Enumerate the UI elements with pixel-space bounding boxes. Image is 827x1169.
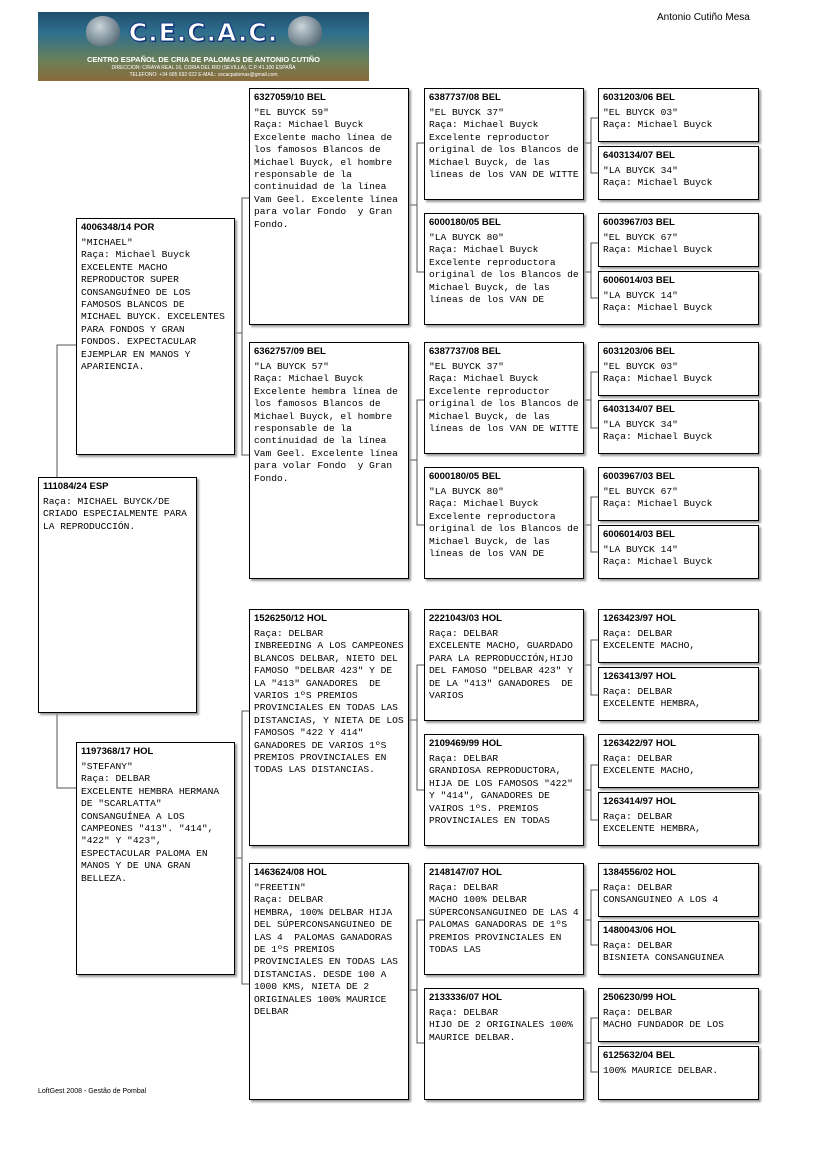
ring-code: 6031203/06 BEL <box>603 346 675 357</box>
ancestor-box <box>598 667 759 721</box>
ring-code: 2506230/99 HOL <box>603 992 676 1003</box>
ring-code: 6327059/10 BEL <box>254 92 326 103</box>
ring-code: 6006014/03 BEL <box>603 529 675 540</box>
ring-code: 1526250/12 HOL <box>254 613 327 624</box>
ancestor-box <box>598 213 759 267</box>
description: "EL BUYCK 37" Raça: Michael Buyck Excelente reproductor original de los Blancos de Michael Buyck, de las líneas de los VAN DE WITTE <box>429 361 579 435</box>
description: Raça: DELBAR INBREEDING A LOS CAMPEONES BLANCOS DELBAR, NIETO DEL FAMOSO "DELBAR 423" Y DE LA "413" GANADORES DE VARIOS 1ºS PREMIOS PROVINCIALES EN TODAS LAS DISTANCIAS, Y NIETA DE LOS FAMOSOS "422 Y 414" GANADORES DE VARIOS 1ºS PREMIOS PROVINCIALES EN TODAS LAS DISTANCIAS. <box>254 628 404 776</box>
author-name: Antonio Cutiño Mesa <box>657 12 750 23</box>
ring-code: 6362757/09 BEL <box>254 346 326 357</box>
description: Raça: DELBAR EXCELENTE HEMBRA, <box>603 811 701 835</box>
sire-description: "MICHAEL" Raça: Michael Buyck EXCELENTE MACHO REPRODUCTOR SUPER CONSANGUÍNEO DE LOS FAMOSOS BLANCOS DE MICHAEL BUYCK. EXCELENTES PARA FONDOS Y GRAN FONDOS. EXPECTACULAR EJEMPLAR EN MANOS Y APARIENCIA. <box>81 237 225 373</box>
ring-code: 1263423/97 HOL <box>603 613 676 624</box>
ancestor-box <box>598 88 759 142</box>
ancestor-box <box>598 792 759 846</box>
ancestor-box <box>598 1046 759 1100</box>
grandparent-box <box>249 342 409 579</box>
description: "LA BUYCK 80" Raça: Michael Buyck Excelente reproductora original de los Blancos de Michael Buyck, de las líneas de los VAN DE <box>429 486 579 560</box>
great-grandparent-box <box>424 609 584 721</box>
description: "LA BUYCK 34" Raça: Michael Buyck <box>603 165 713 189</box>
ancestor-box <box>598 342 759 396</box>
description: "EL BUYCK 03" Raça: Michael Buyck <box>603 107 713 131</box>
ring-code: 6387737/08 BEL <box>429 346 501 357</box>
subject-description: Raça: MICHAEL BUYCK/DE CRIADO ESPECIALMENTE PARA LA REPRODUCCIÓN. <box>43 496 193 532</box>
ring-code: 6000180/05 BEL <box>429 217 501 228</box>
ancestor-box <box>598 734 759 788</box>
ring-code: 6403134/07 BEL <box>603 404 675 415</box>
sire-box <box>76 218 235 455</box>
ring-code: 2109469/99 HOL <box>429 738 502 749</box>
dam-ring-code: 1197368/17 HOL <box>81 746 154 757</box>
description: "LA BUYCK 34" Raça: Michael Buyck <box>603 419 713 443</box>
ancestor-box <box>598 146 759 200</box>
description: Raça: DELBAR EXCELENTE HEMBRA, <box>603 686 701 710</box>
logo-address: DIRECCION: C/RAYA REAL 16, CORIA DEL RIO (SEVILLA), C.P.:41.100 ESPAÑA <box>111 65 296 71</box>
description: Raça: DELBAR MACHO 100% DELBAR SÚPERCONSANGUINEO DE LAS 4 PALOMAS GANADORAS DE 1ºS PREMIOS PROVINCIALES EN TODAS LAS <box>429 882 579 956</box>
sire-ring-code: 4006348/14 POR <box>81 222 155 233</box>
ancestor-box <box>598 863 759 917</box>
description: "EL BUYCK 59" Raça: Michael Buyck Excelente macho línea de los famosos Blancos de Michael Buyck, el hombre responsable de la continuidad de la línea Vam Geel. Excelente línea para volar Fondo y Gran Fondo. <box>254 107 398 230</box>
ancestor-box <box>598 271 759 325</box>
subject-box <box>38 477 197 713</box>
description: "LA BUYCK 14" Raça: Michael Buyck <box>603 290 713 314</box>
great-grandparent-box <box>424 988 584 1100</box>
description: "EL BUYCK 03" Raça: Michael Buyck <box>603 361 713 385</box>
ring-code: 6387737/08 BEL <box>429 92 501 103</box>
description: "LA BUYCK 80" Raça: Michael Buyck Excelente reproductora original de los Blancos de Michael Buyck, de las líneas de los VAN DE <box>429 232 579 306</box>
grandparent-box <box>249 88 409 325</box>
description: Raça: DELBAR EXCELENTE MACHO, GUARDADO PARA LA REPRODUCCIÓN,HIJO DEL FAMOSO "DELBAR 423" Y DE LA "413" GANADORES DE VARIOS <box>429 628 573 702</box>
ring-code: 6003967/03 BEL <box>603 471 675 482</box>
ring-code: 1463624/08 HOL <box>254 867 327 878</box>
great-grandparent-box <box>424 467 584 579</box>
description: "LA BUYCK 14" Raça: Michael Buyck <box>603 544 713 568</box>
ancestor-box <box>598 988 759 1042</box>
ring-code: 6006014/03 BEL <box>603 275 675 286</box>
great-grandparent-box <box>424 863 584 975</box>
ring-code: 1384556/02 HOL <box>603 867 676 878</box>
grandparent-box <box>249 609 409 846</box>
description: "EL BUYCK 37" Raça: Michael Buyck Excelente reproductor original de los Blancos de Michael Buyck, de las líneas de los VAN DE WITTE <box>429 107 579 181</box>
ring-code: 6031203/06 BEL <box>603 92 675 103</box>
description: "EL BUYCK 67" Raça: Michael Buyck <box>603 486 713 510</box>
ring-code: 6403134/07 BEL <box>603 150 675 161</box>
ring-code: 1480043/06 HOL <box>603 925 676 936</box>
subject-ring-code: 111084/24 ESP <box>43 481 109 492</box>
ancestor-box <box>598 467 759 521</box>
footer-software-credit: LoftGest 2008 - Gestão de Pombal <box>38 1088 147 1095</box>
great-grandparent-box <box>424 734 584 846</box>
ring-code: 6125632/04 BEL <box>603 1050 675 1061</box>
description: Raça: DELBAR EXCELENTE MACHO, <box>603 628 696 652</box>
ancestor-box <box>598 400 759 454</box>
description: Raça: DELBAR HIJO DE 2 ORIGINALES 100% MAURICE DELBAR. <box>429 1007 573 1043</box>
logo-subtitle: CENTRO ESPAÑOL DE CRIA DE PALOMAS DE ANTONIO CUTIÑO <box>86 55 321 64</box>
dam-box <box>76 742 235 975</box>
ring-code: 1263414/97 HOL <box>603 796 676 807</box>
description: 100% MAURICE DELBAR. <box>603 1065 719 1076</box>
ring-code: 2148147/07 HOL <box>429 867 502 878</box>
ancestor-box <box>598 921 759 975</box>
ring-code: 6003967/03 BEL <box>603 217 675 228</box>
ring-code: 6000180/05 BEL <box>429 471 501 482</box>
logo-contact: TELEFONO: +34 685 692 022 E-MAIL: cecacpalomas@gmail.com <box>129 72 278 78</box>
great-grandparent-box <box>424 213 584 325</box>
logo-title: C.E.C.A.C. <box>128 18 279 47</box>
description: Raça: DELBAR MACHO FUNDADOR DE LOS <box>603 1007 724 1031</box>
great-grandparent-box <box>424 342 584 454</box>
great-grandparent-box <box>424 88 584 200</box>
ancestor-box <box>598 609 759 663</box>
ring-code: 1263422/97 HOL <box>603 738 676 749</box>
description: Raça: DELBAR GRANDIOSA REPRODUCTORA, HIJA DE LOS FAMOSOS "422" Y "414", GANADORES DE VAIROS 1ºS. PREMIOS PROVINCIALES EN TODAS <box>429 753 573 827</box>
ring-code: 2221043/03 HOL <box>429 613 502 624</box>
description: Raça: DELBAR EXCELENTE MACHO, <box>603 753 696 777</box>
grandparent-box <box>249 863 409 1100</box>
description: Raça: DELBAR BISNIETA CONSANGUINEA <box>603 940 724 964</box>
ring-code: 1263413/97 HOL <box>603 671 676 682</box>
description: "EL BUYCK 67" Raça: Michael Buyck <box>603 232 713 256</box>
description: "FREETIN" Raça: DELBAR HEMBRA, 100% DELBAR HIJA DEL SÚPERCONSANGUINEO DE LAS 4 PALOMAS GANADORAS DE 1ºS PREMIOS PROVINCIALES EN TODAS LAS DISTANCIAS. DESDE 100 A 1000 KMS, NIETA DE 2 ORIGINALES 100% MAURICE DELBAR <box>254 882 398 1018</box>
ring-code: 2133336/07 HOL <box>429 992 502 1003</box>
description: Raça: DELBAR CONSANGUINEO A LOS 4 <box>603 882 719 906</box>
ancestor-box <box>598 525 759 579</box>
dam-description: "STEFANY" Raça: DELBAR EXCELENTE HEMBRA HERMANA DE "SCARLATTA" CONSANGUÍNEA A LOS CAMPEONES "413". "414", "422" Y "423", ESPECTACULAR PALOMA EN MANOS Y DE UNA GRAN BELLEZA. <box>81 761 220 884</box>
description: "LA BUYCK 57" Raça: Michael Buyck Excelente hembra línea de los famosos Blancos de Michael Buyck, el hombre responsable de la continuidad de la línea Vam Geel. Excelente línea para volar Fondo y Gran Fondo. <box>254 361 398 484</box>
